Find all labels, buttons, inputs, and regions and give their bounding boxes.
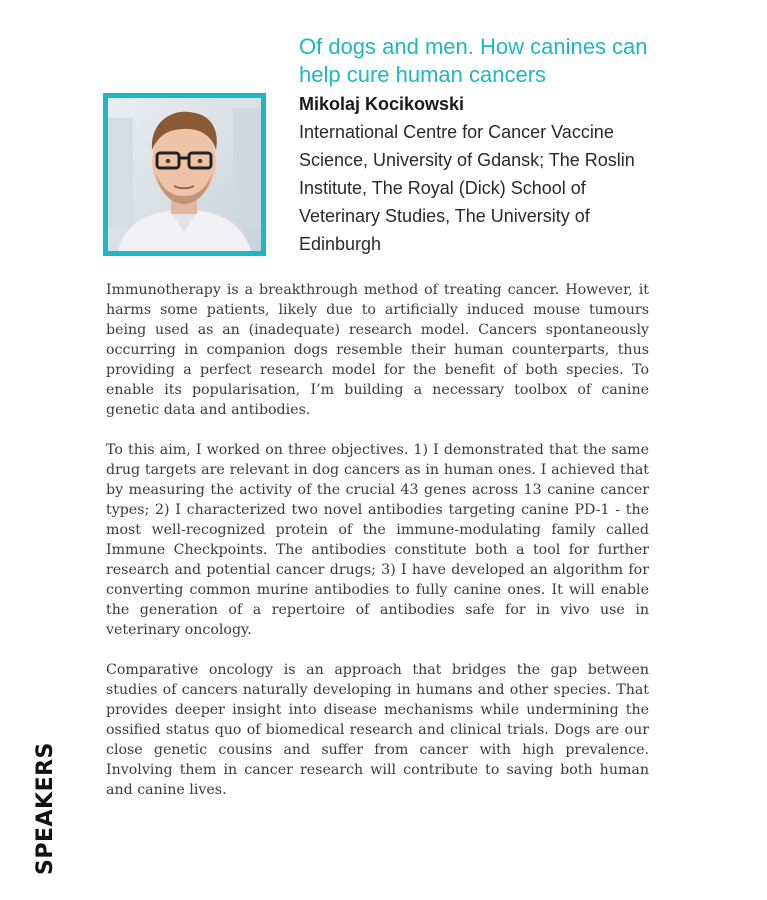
abstract — [106, 280, 649, 820]
speaker-photo — [103, 93, 266, 256]
abstract-paragraph: Immunotherapy is a breakthrough method of treating cancer. However, it harms some patients, likely due to artificially induced mouse tumours being used as an (inadequate) research model. Cancers spontaneously occurring in companion dogs resemble their human counterparts, thus providing a perfect research model for the benefit of both species. To enable its popularisation, I’m building a necessary toolbox of canine genetic data and antibodies. — [106, 282, 649, 418]
speaker-portrait-image — [108, 98, 261, 251]
speaker-name: Mikolaj Kocikowski — [299, 94, 465, 114]
speaker-affiliation: International Centre for Cancer Vaccine Science, University of Gdansk; The Roslin Institute, The Royal (Dick) School of Veterinary Studies, The University of Edinburgh — [299, 122, 635, 254]
section-label: SPEAKERS — [33, 742, 58, 875]
abstract-paragraph: Comparative oncology is an approach that bridges the gap between studies of cancers naturally developing in humans and other species. That provides deeper insight into disease mechanisms while undermining the ossified status quo of biomedical research and clinical trials. Dogs are our close genetic cousins and suffer from cancer with high prevalence. Involving them in cancer research will contribute to saving both human and canine lives. — [106, 662, 649, 798]
abstract-paragraph: To this aim, I worked on three objectives. 1) I demonstrated that the same drug targets are relevant in dog cancers as in human ones. I achieved that by measuring the activity of the crucial 43 genes across 13 canine cancer types; 2) I characterized two novel antibodies targeting canine PD-1 - the most well-recognized protein of the immune-modulating family called Immune Checkpoints. The antibodies constitute both a tool for further research and potential cancer drugs; 3) I have developed an algorithm for converting common murine antibodies to fully canine ones. It will enable the generation of a repertoire of antibodies safe for in vivo use in veterinary oncology. — [106, 442, 649, 638]
talk-title: Of dogs and men. How canines can help cure human cancers — [299, 34, 648, 87]
